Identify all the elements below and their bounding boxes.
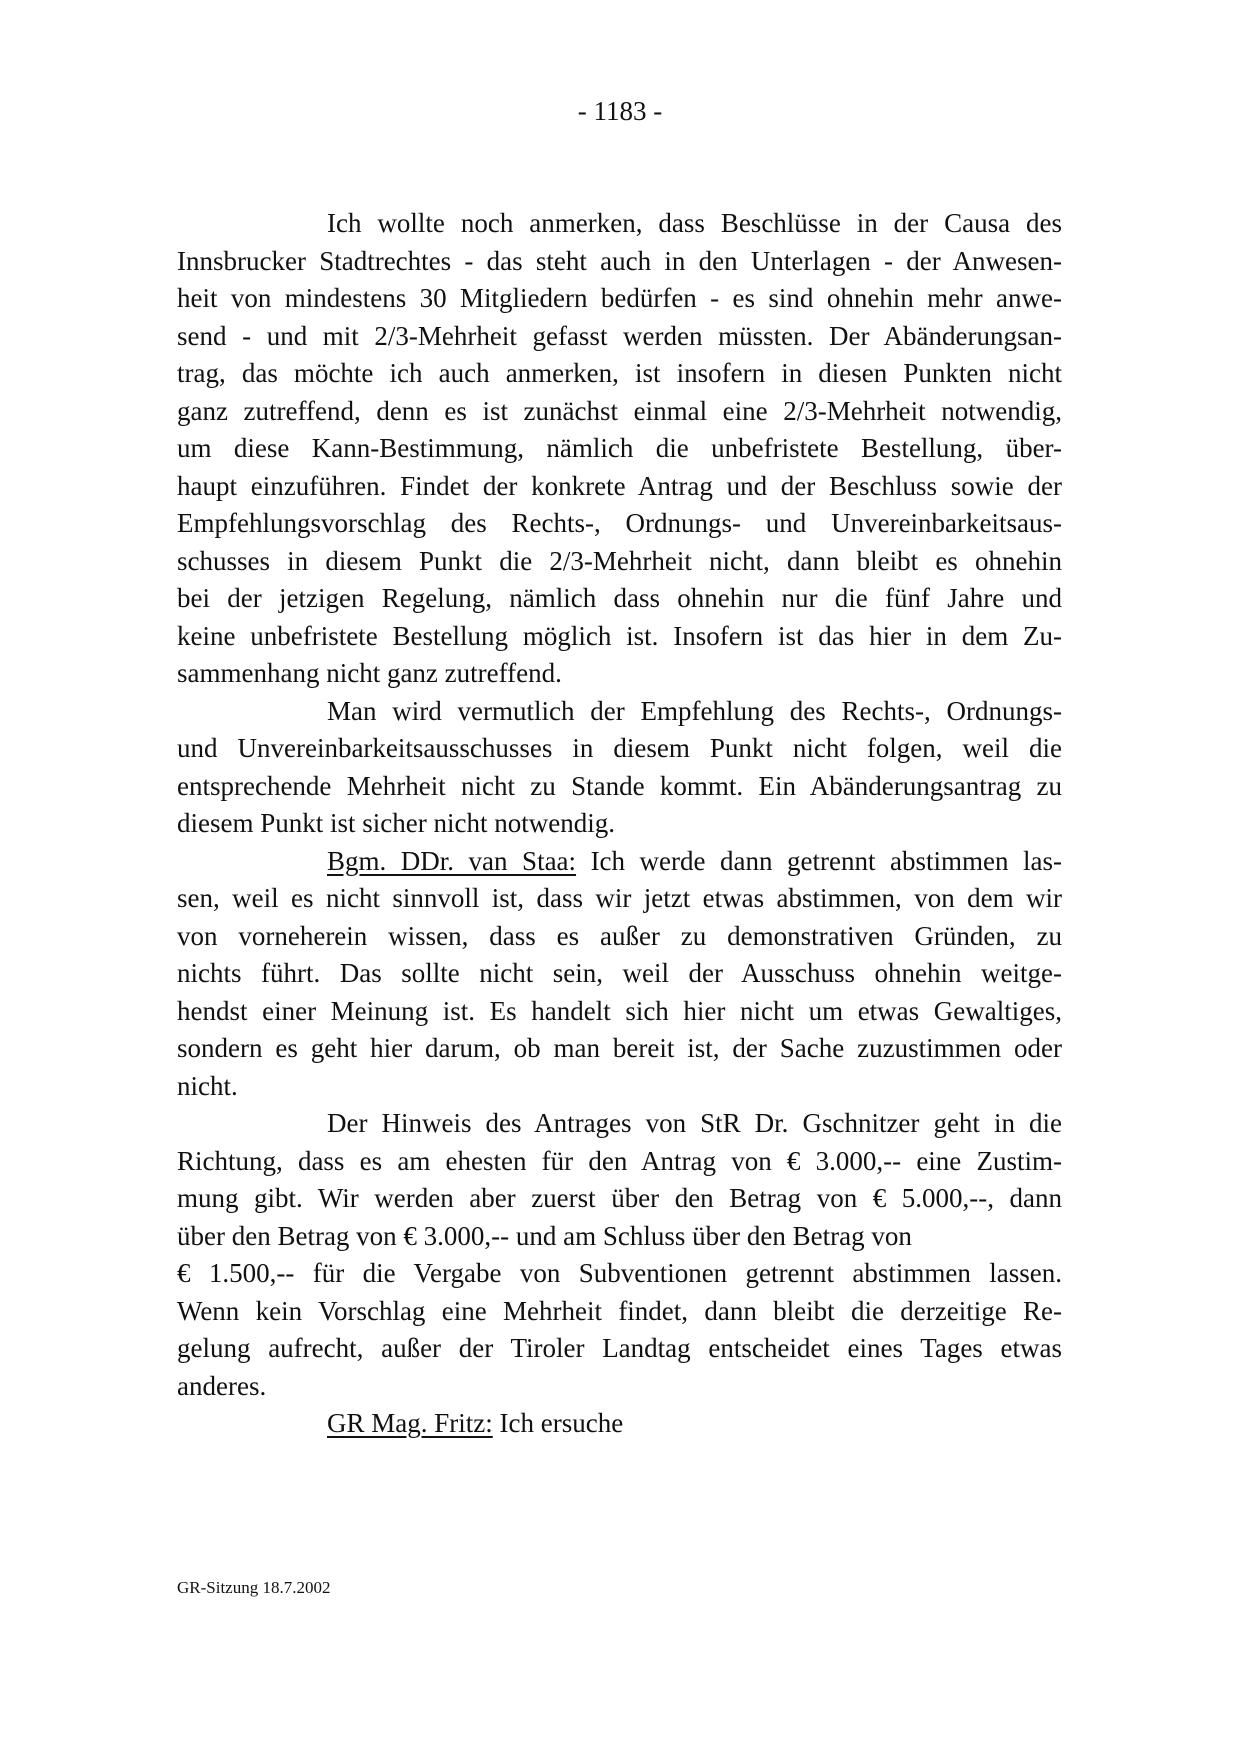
text-line: um diese Kann-Bestimmung, nämlich die unbefristete Bestellung, über- bbox=[177, 433, 1062, 463]
text-line: Man wird vermutlich der Empfehlung des Rechts-, Ordnungs- bbox=[327, 695, 1062, 726]
text-line: diesem Punkt ist sicher nicht notwendig. bbox=[177, 808, 615, 838]
paragraph-4 bbox=[177, 1105, 1062, 1405]
text-line bbox=[177, 1405, 1062, 1443]
paragraph-2 bbox=[177, 693, 1062, 843]
text-line: trag, das möchte ich auch anmerken, ist insofern in diesen Punkten nicht bbox=[177, 358, 1062, 388]
speech-text: Ich ersuche bbox=[492, 1408, 624, 1438]
text-line: von vorneherein wissen, dass es außer zu demonstrativen Gründen, zu bbox=[177, 920, 1062, 951]
document-body bbox=[177, 205, 1062, 1443]
page-number: - 1183 - bbox=[577, 96, 663, 126]
text-line: bei der jetzigen Regelung, nämlich dass ohnehin nur die fünf Jahre und bbox=[177, 583, 1062, 613]
text-line: Der Hinweis des Antrages von StR Dr. Gschnitzer geht in die bbox=[327, 1108, 1062, 1138]
text-line: haupt einzuführen. Findet der konkrete Antrag und der Beschluss sowie der bbox=[177, 470, 1062, 501]
text-line bbox=[177, 843, 1062, 881]
text-line: ganz zutreffend, denn es ist zunächst einmal eine 2/3-Mehrheit notwendig, bbox=[177, 395, 1062, 426]
text-line: gelung aufrecht, außer der Tiroler Landtag entscheidet eines Tages etwas bbox=[177, 1333, 1062, 1363]
text-line: über den Betrag von € 3.000,-- und am Schluss über den Betrag von bbox=[177, 1220, 912, 1251]
text-line: entsprechende Mehrheit nicht zu Stande kommt. Ein Abänderungsantrag zu bbox=[177, 770, 1062, 801]
text-line: sammenhang nicht ganz zutreffend. bbox=[177, 658, 562, 688]
text-line: schusses in diesem Punkt die 2/3-Mehrheit nicht, dann bleibt es ohnehin bbox=[177, 545, 1062, 576]
text-line: mung gibt. Wir werden aber zuerst über den Betrag von € 5.000,--, dann bbox=[177, 1183, 1062, 1213]
text-line: Richtung, dass es am ehesten für den Antrag von € 3.000,-- eine Zustim- bbox=[177, 1145, 1062, 1176]
text-line: anderes. bbox=[177, 1370, 267, 1401]
text-line: send - und mit 2/3-Mehrheit gefasst werden müssten. Der Abänderungsan- bbox=[177, 320, 1062, 351]
text-line: Empfehlungsvorschlag des Rechts-, Ordnungs- und Unvereinbarkeitsaus- bbox=[177, 508, 1062, 538]
text-line: € 1.500,-- für die Vergabe von Subventionen getrennt abstimmen lassen. bbox=[177, 1258, 1062, 1288]
text-line: heit von mindestens 30 Mitgliedern bedürfen - es sind ohnehin mehr anwe- bbox=[177, 283, 1062, 313]
paragraph-1 bbox=[177, 205, 1062, 693]
text-line: hendst einer Meinung ist. Es handelt sich hier nicht um etwas Gewaltiges, bbox=[177, 995, 1062, 1026]
speaker-name: GR Mag. Fritz: bbox=[327, 1408, 493, 1438]
text-line: Wenn kein Vorschlag eine Mehrheit findet, dann bleibt die derzeitige Re- bbox=[177, 1295, 1062, 1326]
footer-session-date: GR-Sitzung 18.7.2002 bbox=[177, 1578, 331, 1597]
text-line: und Unvereinbarkeitsausschusses in diesem Punkt nicht folgen, weil die bbox=[177, 733, 1062, 763]
speaker-name: Bgm. DDr. van Staa: bbox=[327, 845, 577, 876]
paragraph-5 bbox=[177, 1405, 1062, 1443]
text-line: nicht. bbox=[177, 1070, 238, 1101]
text-line: sen, weil es nicht sinnvoll ist, dass wir jetzt etwas abstimmen, von dem wir bbox=[177, 883, 1062, 913]
text-line: Innsbrucker Stadtrechtes - das steht auch in den Unterlagen - der Anwesen- bbox=[177, 245, 1062, 276]
text-line: sondern es geht hier darum, ob man bereit ist, der Sache zuzustimmen oder bbox=[177, 1033, 1062, 1063]
text-line: keine unbefristete Bestellung möglich ist. Insofern ist das hier in dem Zu- bbox=[177, 620, 1062, 651]
text-line: Ich wollte noch anmerken, dass Beschlüsse in der Causa des bbox=[327, 208, 1062, 238]
text-line: nichts führt. Das sollte nicht sein, weil der Ausschuss ohnehin weitge- bbox=[177, 958, 1062, 988]
speech-text: Ich werde dann getrennt abstimmen las- bbox=[576, 845, 1063, 876]
paragraph-3 bbox=[177, 843, 1062, 1106]
